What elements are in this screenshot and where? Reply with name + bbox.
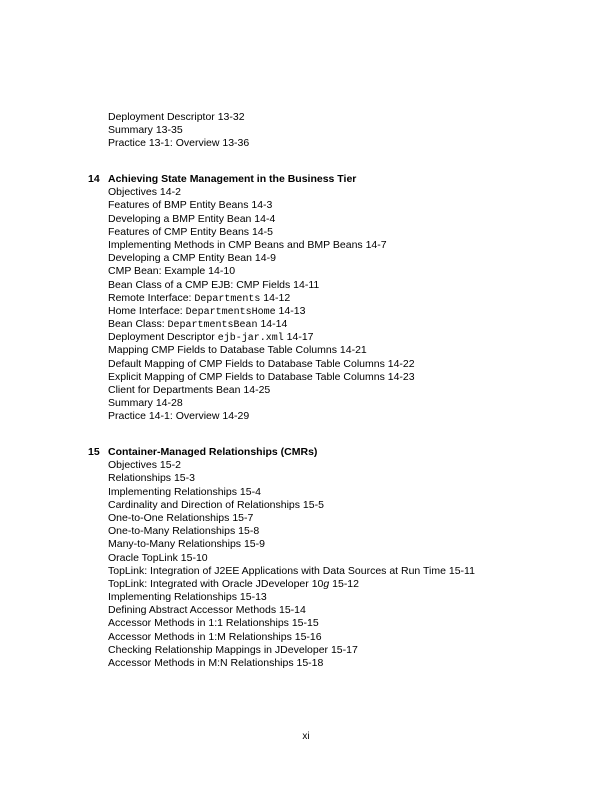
toc-entry: CMP Bean: Example 14-10 [108,265,236,278]
toc-entry: Objectives 15-2 [108,459,181,472]
entry-page: 14-17 [283,331,314,344]
toc-entry: Relationships 15-3 [108,472,195,485]
toc-entry: Summary 14-28 [108,397,183,410]
code-term: ejb-jar.xml [217,333,284,345]
entry-text: Deployment Descriptor [108,331,218,344]
toc-entry [108,331,588,344]
entry-page: 15-12 [329,577,359,590]
entry-text: Bean Class: [108,318,168,331]
chapter-14-heading [88,173,588,186]
chapter-title: Achieving State Management in the Business Tier [108,173,357,185]
toc-entry: Accessor Methods in 1:1 Relationships 15-15 [108,617,319,630]
code-term: Departments [194,293,261,305]
toc-entry: Implementing Methods in CMP Beans and BMP Beans 14-7 [108,238,387,251]
toc-continuation [88,111,588,151]
toc-entry: Developing a BMP Entity Bean 14-4 [108,212,276,225]
toc-entry: Features of CMP Entity Beans 14-5 [108,225,273,238]
entry-page: 14-14 [257,318,288,331]
toc-entry: Accessor Methods in 1:M Relationships 15-16 [108,630,322,643]
toc-entry: Explicit Mapping of CMP Fields to Database Table Columns 14-23 [108,370,415,383]
toc-entry [108,305,588,318]
page-number: xi [302,731,310,742]
chapter-number: 14 [88,173,100,185]
toc-entry: Deployment Descriptor 13-32 [108,111,245,123]
toc-entry: Features of BMP Entity Beans 14-3 [108,199,273,212]
chapter-15-heading [88,446,588,459]
entry-page: 14-12 [260,291,291,304]
chapter-title: Container-Managed Relationships (CMRs) [108,446,318,458]
italic-g: g [323,577,330,590]
toc-entry: Implementing Relationships 15-13 [108,591,267,604]
toc-entry [108,292,588,305]
code-term: DepartmentsHome [185,306,276,318]
toc-entry: Client for Departments Bean 14-25 [108,384,271,396]
toc-entry: Oracle TopLink 15-10 [108,551,208,564]
code-term: DepartmentsBean [167,320,258,332]
toc-entry: TopLink: Integration of J2EE Applications with Data Sources at Run Time 15-11 [108,564,475,577]
toc-entry: Defining Abstract Accessor Methods 15-14 [108,604,306,617]
toc-entry: Bean Class of a CMP EJB: CMP Fields 14-11 [108,278,320,291]
toc-entry: Practice 13-1: Overview 13-36 [108,137,250,150]
toc-entry: Checking Relationship Mappings in JDeveloper 15-17 [108,643,358,656]
toc-entry: Practice 14-1: Overview 14-29 [108,410,250,423]
toc-entry: Implementing Relationships 15-4 [108,485,261,498]
toc-entry: One-to-Many Relationships 15-8 [108,525,260,538]
toc-entry: Cardinality and Direction of Relationships 15-5 [108,498,324,511]
toc-entry: Mapping CMP Fields to Database Table Columns 14-21 [108,344,367,357]
toc-entry: One-to-One Relationships 15-7 [108,511,254,524]
toc-entry: Default Mapping of CMP Fields to Database Table Columns 14-22 [108,357,415,370]
toc-entry: Many-to-Many Relationships 15-9 [108,538,265,551]
toc-entry [108,578,588,591]
chapter-number: 15 [88,446,100,458]
toc-entry: Summary 13-35 [108,124,183,137]
entry-page: 14-13 [275,304,306,317]
entry-text: TopLink: Integrated with Oracle JDeveloper 10 [108,577,324,590]
toc-entry: Objectives 14-2 [108,186,181,199]
chapter-14-section [88,173,588,424]
chapter-15-section [88,446,588,670]
toc-entry: Accessor Methods in M:N Relationships 15-18 [108,657,324,669]
entry-text: Remote Interface: [108,291,195,304]
entry-text: Home Interface: [108,304,186,317]
toc-entry [108,318,588,331]
toc-entry: Developing a CMP Entity Bean 14-9 [108,252,276,265]
